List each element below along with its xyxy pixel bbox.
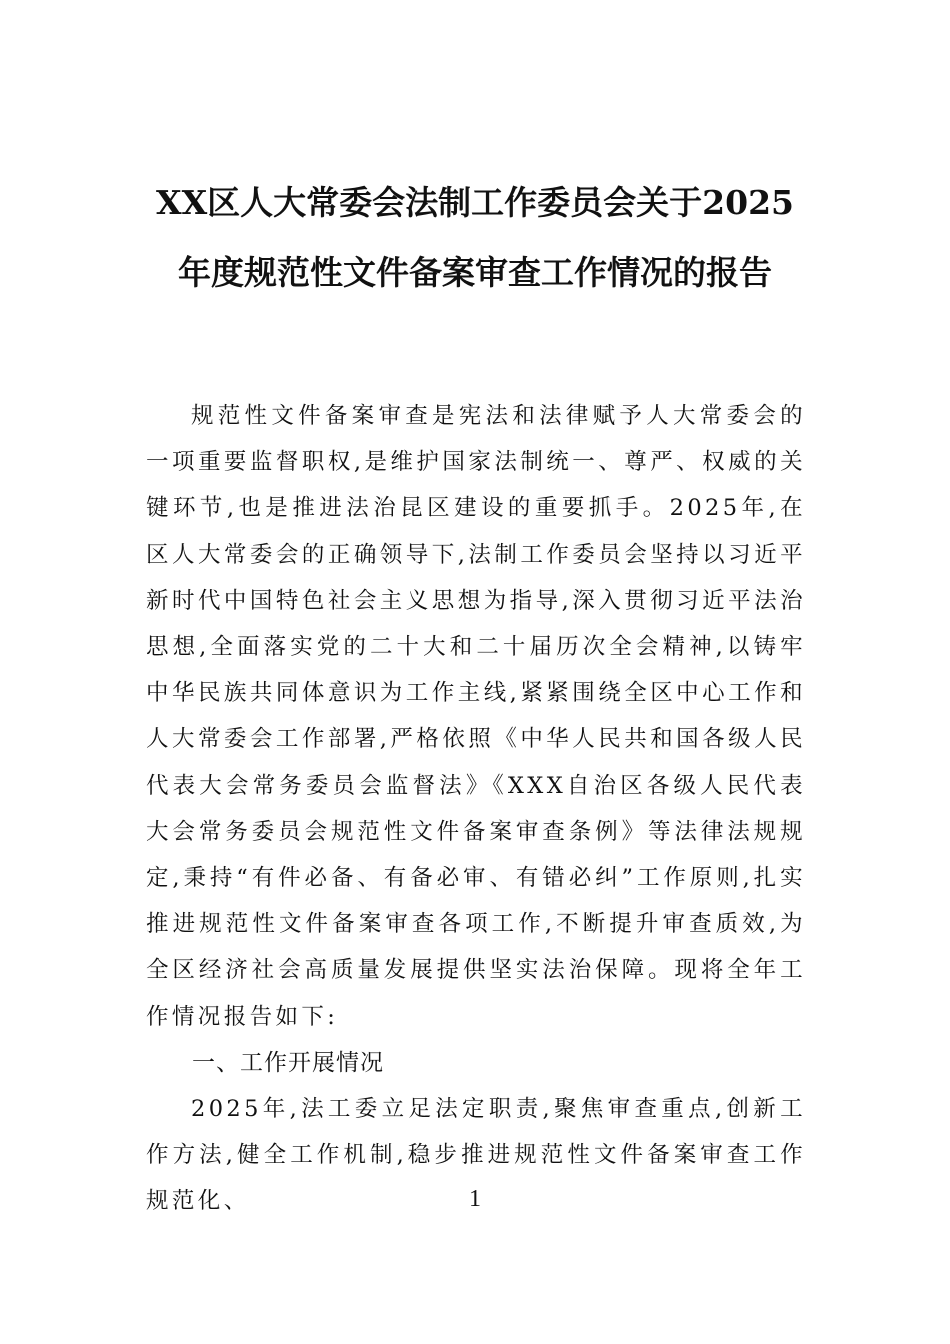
- section-heading: 一、工作开展情况: [192, 1049, 384, 1076]
- document-title: [120, 168, 830, 308]
- title-line-2: 年度规范性文件备案审查工作情况的报告: [178, 253, 772, 292]
- intro-paragraph: 规范性文件备案审查是宪法和法律赋予人大常委会的一项重要监督职权,是维护国家法制统一、尊严、权威的关键环节,也是推进法治昆区建设的重要抓手。2025年,在区人大常委会的正确领导下,法制工作委员会坚持以习近平新时代中国特色社会主义思想为指导,深入贯彻习近平法治思想,全面落实党的二十大和二十届历次全会精神,以铸牢中华民族共同体意识为工作主线,紧紧围绕全区中心工作和人大常委会工作部署,严格依照《中华人民共和国各级人民代表大会常务委员会监督法》《XXX自治区各级人民代表大会常务委员会规范性文件备案审查条例》等法律法规规定,秉持“有件必备、有备必审、有错必纠”工作原则,扎实推进规范性文件备案审查各项工作,不断提升审查质效,为全区经济社会高质量发展提供坚实法治保障。现将全年工作情况报告如下:: [146, 403, 806, 1030]
- document-body: [146, 393, 806, 1225]
- section-paragraph: 2025年,法工委立足法定职责,聚焦审查重点,创新工作方法,健全工作机制,稳步推进规范性文件备案审查工作规范化、: [146, 1096, 806, 1215]
- title-line-1: XX区人大常委会法制工作委员会关于2025: [155, 183, 795, 222]
- page-number: 1: [469, 1186, 481, 1212]
